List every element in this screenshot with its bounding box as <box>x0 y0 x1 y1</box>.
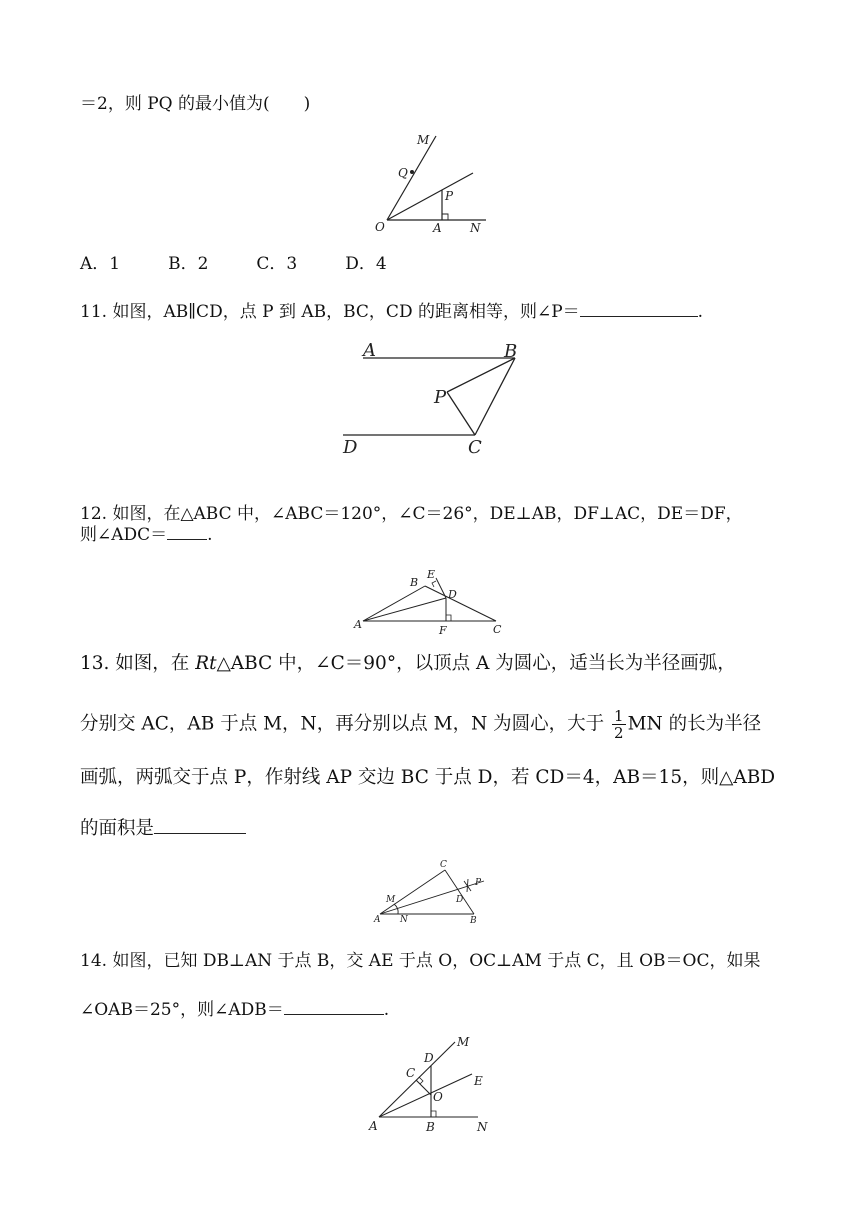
q13-label-d: D <box>456 895 464 905</box>
q10-label-q: Q <box>398 166 408 180</box>
q10-figure <box>370 128 500 238</box>
q13-text-c: 分别交 AC，AB 于点 M，N，再分别以点 M，N 为圆心，大于 <box>80 713 611 735</box>
q13-label-b: B <box>470 916 477 926</box>
q13-fraction <box>612 708 626 741</box>
q12-question-line2 <box>80 521 213 547</box>
q10-label-p: P <box>445 189 454 203</box>
q12-answer-blank[interactable] <box>167 521 207 540</box>
q14-label-e: E <box>474 1074 483 1088</box>
q13-text-d: MN 的长为半径 <box>627 713 762 735</box>
q11-text: 11. 如图，AB∥CD，点 P 到 AB，BC，CD 的距离相等，则∠P＝ <box>80 302 580 322</box>
q14-answer-blank[interactable] <box>284 996 384 1015</box>
q14-text-line2: ∠OAB＝25°，则∠ADB＝ <box>80 1000 284 1020</box>
q14-label-c: C <box>406 1066 416 1080</box>
q11-end: . <box>697 302 704 322</box>
q11-label-a: A <box>363 340 376 361</box>
q11-figure <box>335 336 535 461</box>
q14-label-b: B <box>426 1120 435 1134</box>
q12-label-d: D <box>448 588 457 601</box>
q11-label-p: P <box>434 387 447 408</box>
q13-question-line2 <box>80 708 761 741</box>
q10-label-m: M <box>417 133 430 147</box>
q12-label-e: E <box>427 568 436 581</box>
q12-figure <box>350 566 510 638</box>
q12-text-line2: 则∠ADC＝ <box>80 525 168 545</box>
q14-end: . <box>383 1000 390 1020</box>
q13-label-n: N <box>400 915 408 925</box>
q13-label-m: M <box>386 895 396 905</box>
q13-label-p: P <box>475 878 482 888</box>
q13-question-line3: 画弧，两弧交于点 P，作射线 AP 交边 BC 于点 D，若 CD＝4，AB＝15，则△ABD <box>80 767 776 788</box>
q11-label-b: B <box>504 341 518 362</box>
q14-question-line1: 14. 如图，已知 DB⊥AN 于点 B，交 AE 于点 O，OC⊥AM 于点 C，且 OB＝OC，如果 <box>80 951 761 971</box>
q13-question-line1 <box>80 652 736 676</box>
q14-label-m: M <box>457 1035 470 1049</box>
q13-text-line4: 的面积是 <box>80 818 155 839</box>
q10-choice-d: D．4 <box>345 254 387 274</box>
q13-answer-blank[interactable] <box>154 815 246 834</box>
q10-label-n: N <box>470 221 481 235</box>
q12-label-f: F <box>439 624 447 637</box>
q13-text-b: △ABC 中，∠C＝90°，以顶点 A 为圆心，适当长为半径画弧， <box>216 653 736 674</box>
q13-figure <box>372 856 492 928</box>
q12-end: . <box>207 525 213 545</box>
q14-label-o: O <box>433 1090 443 1104</box>
q10-label-o: O <box>375 220 385 234</box>
q14-label-d: D <box>424 1051 434 1065</box>
q13-label-c: C <box>440 860 447 870</box>
q13-label-a: A <box>374 915 381 925</box>
q12-label-c: C <box>493 623 502 636</box>
q13-question-line4 <box>80 815 246 841</box>
q10-choice-c: C．3 <box>256 254 298 274</box>
q12-label-a: A <box>354 618 362 631</box>
q13-text-a: 13. 如图，在 <box>80 653 196 674</box>
q14-figure <box>365 1033 495 1138</box>
q11-label-c: C <box>468 437 482 458</box>
q10-choices <box>80 252 435 276</box>
q11-answer-blank[interactable] <box>580 298 698 317</box>
q13-frac-den: 2 <box>614 724 624 742</box>
q10-choice-a: A．1 <box>80 254 121 274</box>
q11-question <box>80 298 703 324</box>
q14-question-line2 <box>80 996 389 1022</box>
q10-label-a: A <box>433 221 442 235</box>
q13-rt: Rt <box>195 653 217 674</box>
q12-question-line1: 12. 如图，在△ABC 中，∠ABC＝120°，∠C＝26°，DE⊥AB，DF⊥AC，DE＝DF， <box>80 504 743 524</box>
q13-frac-num: 1 <box>614 707 624 725</box>
q11-label-d: D <box>343 437 358 458</box>
q14-label-n: N <box>477 1120 488 1134</box>
q12-label-b: B <box>410 576 419 589</box>
q10-question-tail: ＝2，则 PQ 的最小值为( ) <box>80 94 311 114</box>
q10-choice-b: B．2 <box>168 254 209 274</box>
q14-label-a: A <box>369 1119 378 1133</box>
